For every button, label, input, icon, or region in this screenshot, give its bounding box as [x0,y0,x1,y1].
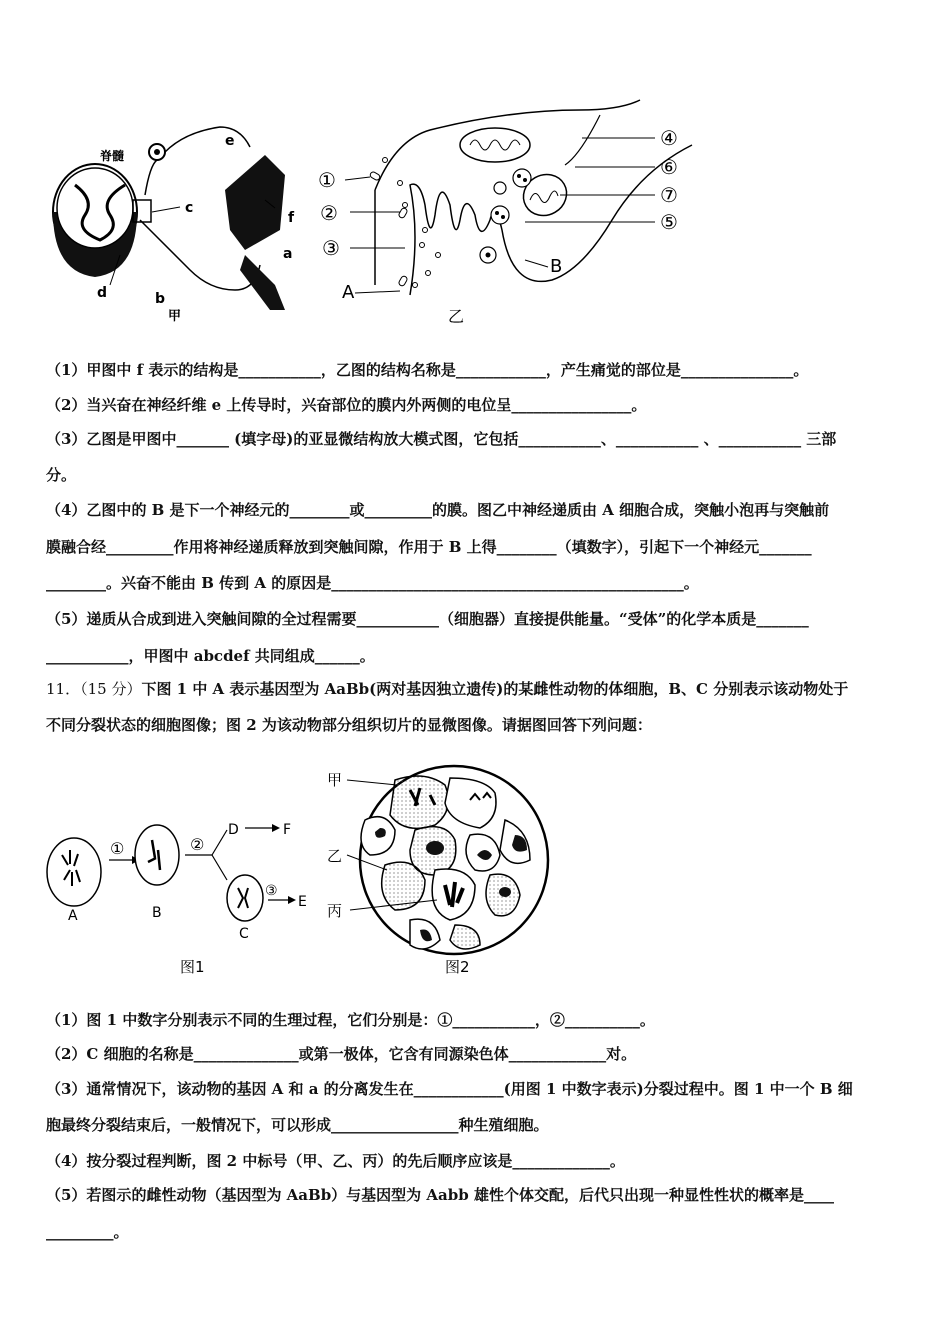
q10-part2: （2）当兴奋在神经纤维 e 上传导时，兴奋部位的膜内外两侧的电位呈________________。 [46,396,647,414]
label-n5: ⑤ [660,210,678,234]
label-f: f [288,210,295,226]
q11-part3a: （3）通常情况下，该动物的基因 A 和 a 的分离发生在____________(用图 1 中数字表示)分裂过程中。图 1 中一个 B 细 [46,1080,853,1098]
cell-B [135,825,179,885]
caption-jia: 甲 [168,309,182,324]
q11-part5a: （5）若图示的雌性动物（基因型为 AaBb）与基因型为 Aabb 雄性个体交配，后代只出现一种显性性状的概率是____ [46,1186,834,1204]
figure-yi [310,95,710,330]
receptor-f [225,155,285,250]
q11-number: 11．（15 分） [46,680,142,698]
label-d: d [97,285,108,301]
q10-part5a: （5）递质从合成到进入突触间隙的全过程需要___________（细胞器）直接提供能量。“受体”的化学本质是_______ [46,610,809,628]
label-a: a [283,246,293,262]
label-D: D [228,822,239,838]
label-B-cell: B [152,905,162,921]
label-n6: ⑥ [660,155,678,179]
q10-part3b: 分。 [46,466,77,484]
q11-part2: （2）C 细胞的名称是______________或第一极体，它含有同源染色体_____________对。 [46,1045,637,1063]
label-yi-fig2: 乙 [327,847,343,865]
q11-part3b: 胞最终分裂结束后，一般情况下，可以形成_________________种生殖细胞。 [46,1116,549,1134]
label-jisui: 脊髓 [100,149,125,163]
label-n7: ⑦ [660,183,678,207]
q11-part1: （1）图 1 中数字分别表示不同的生理过程，它们分别是：①___________，②__________。 [46,1011,655,1029]
label-bing-fig2: 丙 [327,902,343,920]
caption-yi: 乙 [448,307,465,326]
figure-2 [325,760,555,985]
label-n2: ② [320,201,338,225]
label-e: e [225,133,235,149]
label-jia-fig2: 甲 [327,771,343,789]
effector-a [240,255,285,310]
q10-part5b: ___________，甲图中 abcdef 共同组成______。 [46,647,375,665]
label-b: b [155,291,166,307]
q11-part5b: _________。 [46,1223,129,1241]
label-A: A [342,282,355,303]
label-E: E [298,894,307,910]
q11-part4: （4）按分裂过程判断，图 2 中标号（甲、乙、丙）的先后顺序应该是_____________。 [46,1152,625,1170]
label-c: c [185,200,194,216]
q11-intro-b: 不同分裂状态的细胞图像；图 2 为该动物部分组织切片的显微图像。请据图回答下列问题： [46,716,652,734]
step-3: ③ [265,883,278,899]
caption-fig2: 图2 [445,958,470,976]
label-n1: ① [318,168,336,192]
synaptic-vesicle [513,169,531,187]
label-A-cell: A [68,908,78,924]
q11-intro-a [46,679,908,699]
label-F: F [283,822,292,838]
label-n3: ③ [322,236,340,260]
label-n4: ④ [660,126,678,150]
caption-fig1: 图1 [180,958,205,976]
q10-part4b: 膜融合经_________作用将神经递质释放到突触间隙，作用于 B 上得________（填数字），引起下一个神经元_______ [46,538,812,556]
step-2: ② [190,835,205,854]
label-C-cell: C [239,926,249,942]
q10-part3a: （3）乙图是甲图中_______ (填字母)的亚显微结构放大模式图，它包括___________、___________ 、___________ 三部 [46,430,837,448]
q11-intro-text: 下图 1 中 A 表示基因型为 AaBb(两对基因独立遗传)的某雌性动物的体细胞，B、C 分别表示该动物处于 [141,680,849,698]
label-B: B [550,256,563,277]
figure-1 [40,820,320,980]
figure-jia [40,100,310,330]
step-1: ① [110,839,125,858]
q10-part1: （1）甲图中 f 表示的结构是___________，乙图的结构名称是____________，产生痛觉的部位是_______________。 [46,361,809,379]
cell-jia [390,776,448,828]
q10-part4c: ________。兴奋不能由 B 传到 A 的原因是_______________________________________________。 [46,574,699,592]
q10-part4a: （4）乙图中的 B 是下一个神经元的________或_________的膜。图乙中神经递质由 A 细胞合成，突触小泡再与突触前 [46,501,830,519]
cell-A [47,838,101,906]
